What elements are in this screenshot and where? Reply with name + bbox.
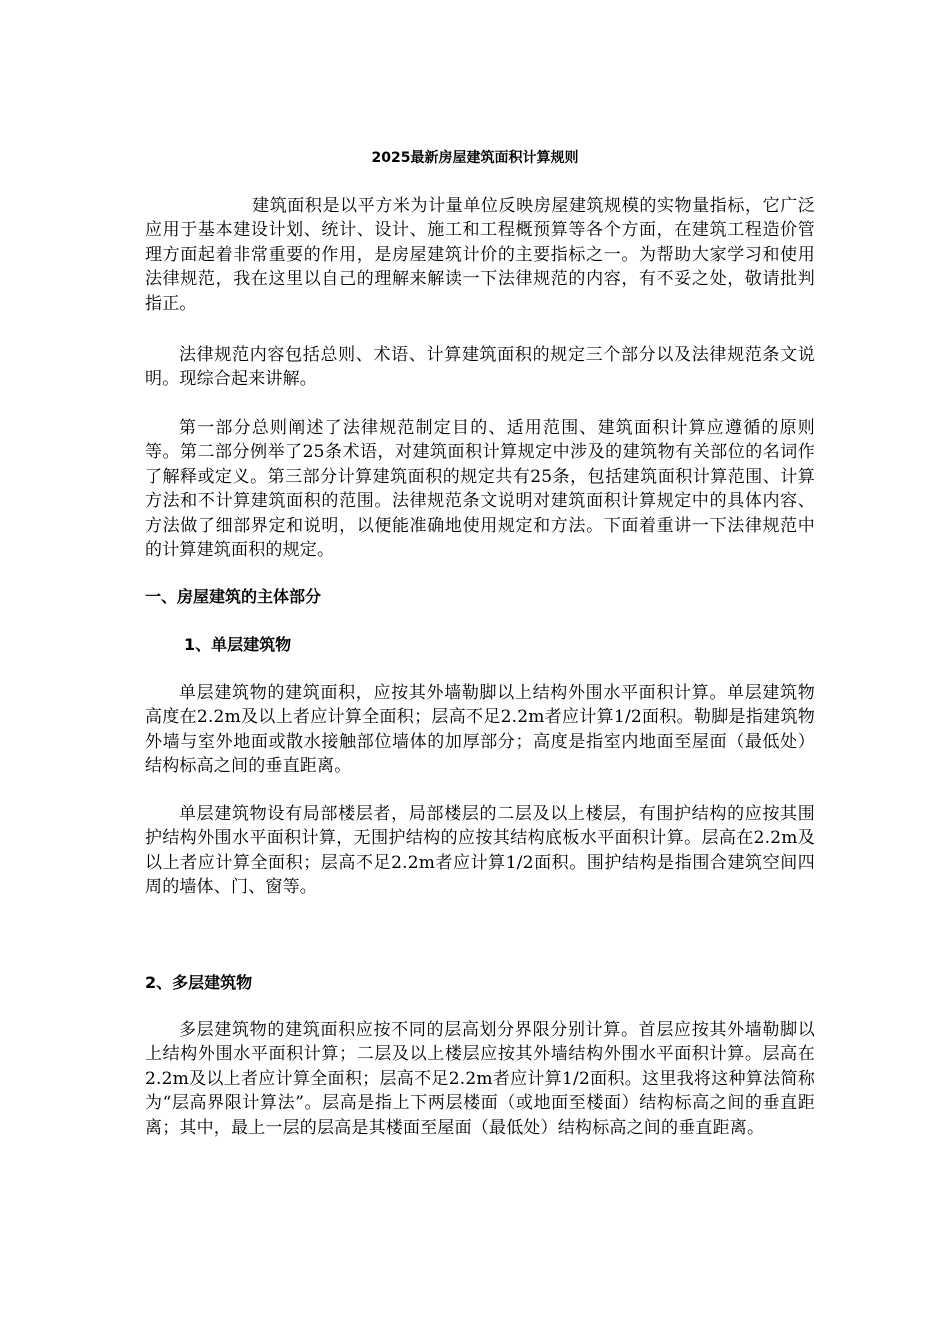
section-heading-main-structure: 一、房屋建筑的主体部分 bbox=[145, 587, 322, 606]
subsection-heading-single-storey: 1、单层建筑物 bbox=[184, 635, 292, 654]
multi-storey-paragraph-1: 多层建筑物的建筑面积应按不同的层高划分界限分别计算。首层应按其外墙勒脚以上结构外围水平面积计算；二层及以上楼层应按其外墙结构外围水平面积计算。层高在2.2m及以上者应计算全面积；层高不足2.2m者应计算1/2面积。这里我将这种算法简称为“层高界限计算法”。层高是指上下两层楼面（或地面至楼面）结构标高之间的垂直距离；其中，最上一层的层高是其楼面至屋面（最低处）结构标高之间的垂直距离。 bbox=[145, 1020, 815, 1138]
document-title: 2025最新房屋建筑面积计算规则 bbox=[371, 150, 579, 166]
intro-paragraph: 建筑面积是以平方米为计量单位反映房屋建筑规模的实物量指标，它广泛应用于基本建设计划、统计、设计、施工和工程概预算等各个方面，在建筑工程造价管理方面起着非常重要的作用，是房屋建筑计价的主要指标之一。为帮助大家学习和使用法律规范，我在这里以自己的理解来解读一下法律规范的内容，有不妥之处，敬请批判指正。 bbox=[145, 196, 815, 314]
overview-paragraph: 第一部分总则阐述了法律规范制定目的、适用范围、建筑面积计算应遵循的原则等。第二部分例举了25条术语，对建筑面积计算规定中涉及的建筑物有关部位的名词作了解释或定义。第三部分计算建筑面积的规定共有25条，包括建筑面积计算范围、计算方法和不计算建筑面积的范围。法律规范条文说明对建筑面积计算规定中的具体内容、方法做了细部界定和说明，以便能准确地使用规定和方法。下面着重讲一下法律规范中的计算建筑面积的规定。 bbox=[145, 418, 815, 561]
subsection-heading-multi-storey: 2、多层建筑物 bbox=[145, 973, 253, 992]
contents-paragraph: 法律规范内容包括总则、术语、计算建筑面积的规定三个部分以及法律规范条文说明。现综合起来讲解。 bbox=[145, 345, 815, 390]
single-storey-paragraph-1: 单层建筑物的建筑面积，应按其外墙勒脚以上结构外围水平面积计算。单层建筑物高度在2.2m及以上者应计算全面积；层高不足2.2m者应计算1/2面积。勒脚是指建筑物外墙与室外地面或散水接触部位墙体的加厚部分；高度是指室内地面至屋面（最低处）结构标高之间的垂直距离。 bbox=[145, 683, 815, 777]
single-storey-paragraph-2: 单层建筑物设有局部楼层者，局部楼层的二层及以上楼层，有围护结构的应按其围护结构外围水平面积计算，无围护结构的应按其结构底板水平面积计算。层高在2.2m及以上者应计算全面积；层高不足2.2m者应计算1/2面积。围护结构是指围合建筑空间四周的墙体、门、窗等。 bbox=[145, 804, 815, 898]
